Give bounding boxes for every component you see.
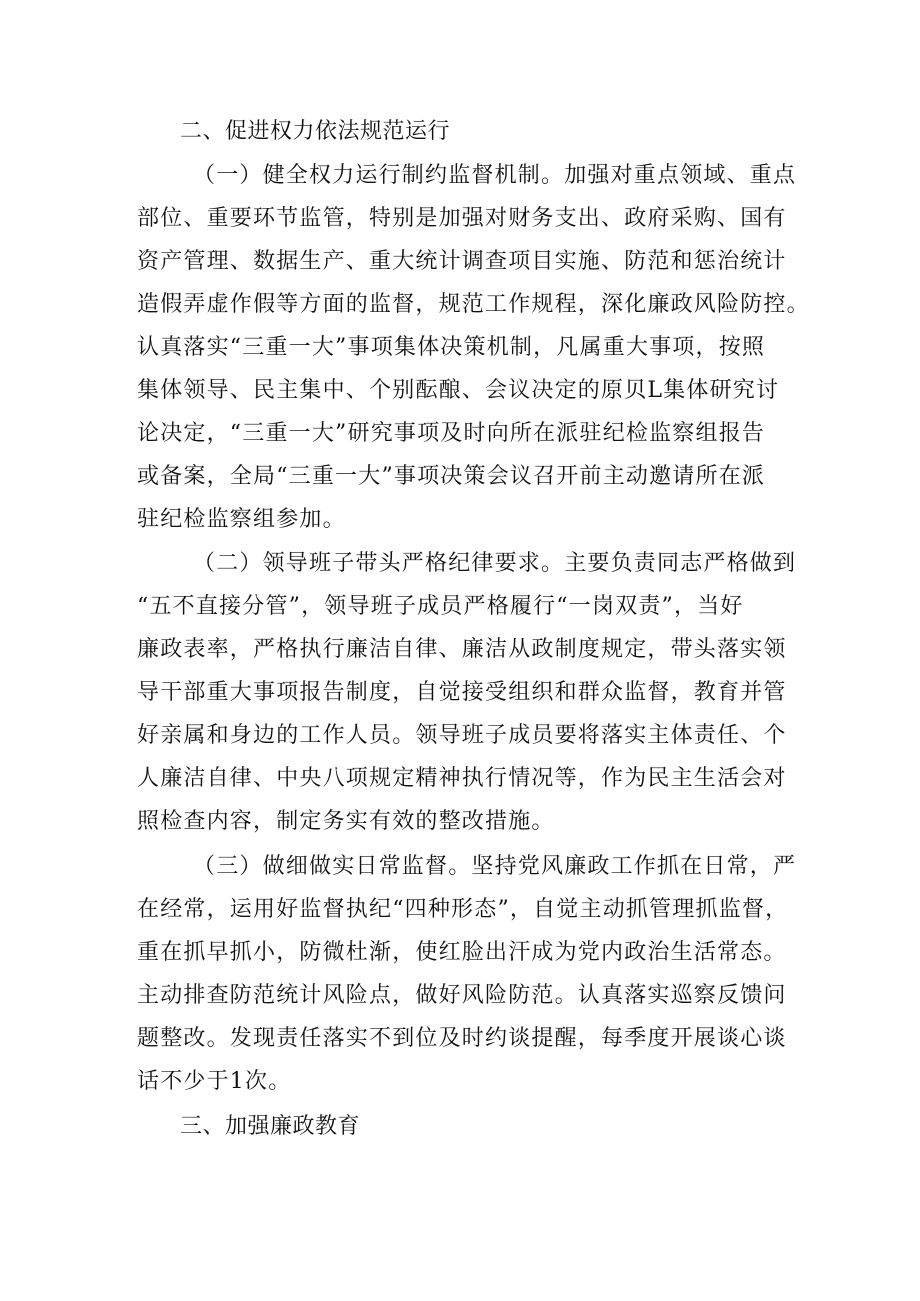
paragraph-line: 资产管理、数据生产、重大统计调查项目实施、防范和惩治统计: [137, 249, 787, 274]
section-heading: 二、促进权力依法规范运行: [180, 119, 451, 144]
paragraph-line: 或备案，全局“三重一大”事项决策会议召开前主动邀请所在派: [137, 464, 766, 489]
paragraph-line: “五不直接分管”，领导班子成员严格履行“一岗双责”，当好: [137, 594, 744, 619]
paragraph-line: 驻纪检监察组参加。: [137, 507, 346, 532]
paragraph-line: 导干部重大事项报告制度，自觉接受组织和群众监督，教育并管: [137, 680, 787, 705]
paragraph-line: 题整改。发现责任落实不到位及时约谈提醒，每季度开展谈心谈: [137, 1026, 787, 1051]
paragraph-line: 好亲属和身边的工作人员。领导班子成员要将落实主体责任、个: [137, 723, 787, 748]
paragraph-line: 人廉洁自律、中央八项规定精神执行情况等，作为民主生活会对: [137, 766, 787, 791]
paragraph-line: 照检查内容，制定务实有效的整改措施。: [137, 809, 555, 834]
paragraph-line: （二）领导班子带头严格纪律要求。主要负责同志严格做到: [193, 551, 797, 576]
paragraph-line: （一）健全权力运行制约监督机制。加强对重点领域、重点: [193, 163, 797, 188]
paragraph-line: 话不少于1次。: [137, 1069, 292, 1094]
paragraph-line: 廉政表率，严格执行廉洁自律、廉洁从政制度规定，带头落实领: [137, 637, 787, 662]
paragraph-line: 主动排查防范统计风险点，做好风险防范。认真落实巡察反馈问: [137, 983, 787, 1008]
paragraph-line: 认真落实“三重一大”事项集体决策机制，凡属重大事项，按照: [137, 335, 766, 360]
paragraph-line: 在经常，运用好监督执纪“四种形态”，自觉主动抓管理抓监督，: [137, 897, 789, 922]
paragraph-line: 部位、重要环节监管，特别是加强对财务支出、政府采购、国有: [137, 206, 787, 231]
paragraph-line: 论决定，“三重一大”研究事项及时向所在派驻纪检监察组报告: [137, 421, 766, 446]
paragraph-line: 造假弄虚作假等方面的监督，规范工作规程，深化廉政风险防控。: [137, 292, 810, 317]
paragraph-line: 集体领导、民主集中、个别酝酿、会议决定的原贝L集体研究讨: [137, 378, 780, 403]
paragraph-line: （三）做细做实日常监督。坚持党风廉政工作抓在日常，严: [193, 854, 797, 879]
paragraph-line: 重在抓早抓小，防微杜渐，使红脸出汗成为党内政治生活常态。: [137, 940, 787, 965]
section-heading: 三、加强廉政教育: [180, 1114, 361, 1139]
